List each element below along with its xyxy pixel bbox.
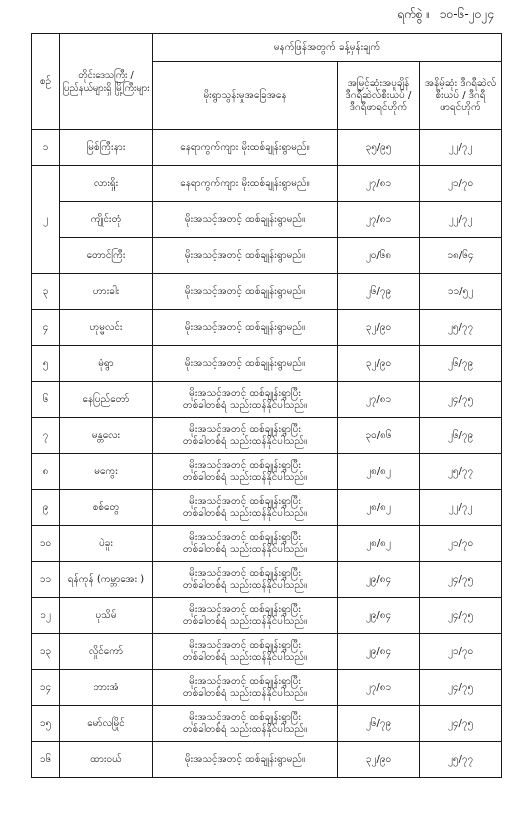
date-label: ရက်စွဲ ။ [397,7,430,21]
header-region [60,34,153,130]
row-condition-line: မိုးအသင့်အတင့် ထစ်ချုန်းရွာမည်။ [184,249,306,261]
row-city: ဘားအံ [60,670,153,706]
row-city: တောင်ကြီး [60,238,153,274]
row-min-temp: ၂၄/၇၅ [420,382,502,418]
row-min-temp: ၂၁/၇၀ [420,166,502,202]
row-max-temp: ၃၅/၉၅ [338,130,420,166]
row-condition-line: မိုးအသင့်အတင့် ထစ်ချုန်းရွာပြီး [189,675,301,687]
row-condition [153,346,338,382]
row-condition-line: မိုးအသင့်အတင့် ထစ်ချုန်းရွာမည်။ [184,213,306,225]
row-min-temp: ၂၂/၇၂ [420,130,502,166]
row-number: ၉ [32,490,60,526]
header-forecast-group: မနက်ဖြန်အတွက် ခန့်မှန်းချက် [153,34,502,62]
row-min-temp: ၂၆/၇၉ [420,346,502,382]
row-condition-line: တစ်ခါတစ်ရံ သည်းထန်နိုင်ပါသည်။ [182,435,308,447]
row-number: ၃ [32,274,60,310]
row-max-temp: ၂၉/၈၄ [338,562,420,598]
forecast-rows [32,130,502,778]
row-condition-line: တစ်ခါတစ်ရံ သည်းထန်နိုင်ပါသည်။ [182,579,308,591]
row-min-temp: ၂၄/၇၅ [420,562,502,598]
row-city: လှိုင်ကော် [60,634,153,670]
row-condition-line: တစ်ခါတစ်ရံ သည်းထန်နိုင်ပါသည်။ [182,507,308,519]
header-min-line: အနိမ့်ဆုံး [424,77,458,89]
table-row [32,634,502,670]
row-min-temp: ၂၄/၇၅ [420,598,502,634]
row-city: ပုသိမ် [60,598,153,634]
row-condition [153,706,338,742]
row-condition [153,130,338,166]
row-max-temp: ၂၇/၈၁ [338,670,420,706]
table-row [32,454,502,490]
row-condition-line: တစ်ခါတစ်ရံ သည်းထန်နိုင်ပါသည်။ [182,399,308,411]
row-max-temp: ၂၇/၈၁ [338,166,420,202]
row-condition [153,598,338,634]
row-number: ၁၅ [32,706,60,742]
row-number: ၁၀ [32,526,60,562]
row-condition [153,490,338,526]
row-max-temp: ၃၂/၉၀ [338,742,420,778]
row-condition [153,202,338,238]
header-min-line: ဒီဂရီဖာရင်ဟိုက် [440,89,486,113]
row-city: မြစ်ကြီးနား [60,130,153,166]
row-number: ၅ [32,346,60,382]
table-row [32,310,502,346]
row-min-temp: ၂၁/၇၀ [420,526,502,562]
row-min-temp: ၂၅/၇၇ [420,454,502,490]
table-row [32,130,502,166]
row-min-temp: ၁၈/၆၄ [420,238,502,274]
row-max-temp: ၂၈/၈၂ [338,490,420,526]
row-condition-line: မိုးအသင့်အတင့် ထစ်ချုန်းရွာမည်။ [184,357,306,369]
row-min-temp: ၁၁/၅၂ [420,274,502,310]
row-number: ၇ [32,418,60,454]
table-row [32,418,502,454]
table-row [32,706,502,742]
row-city: ကျိုင်းတုံ [60,202,153,238]
row-max-temp: ၃၂/၉၀ [338,346,420,382]
table-row [32,202,502,238]
row-max-temp: ၂၀/၆၈ [338,238,420,274]
table-row [32,274,502,310]
row-condition-line: တစ်ခါတစ်ရံ သည်းထန်နိုင်ပါသည်။ [182,471,308,483]
row-number: ၄ [32,310,60,346]
table-row [32,166,502,202]
row-condition-line: တစ်ခါတစ်ရံ သည်းထန်နိုင်ပါသည်။ [182,651,308,663]
row-condition-line: မိုးအသင့်အတင့် ထစ်ချုန်းရွာပြီး [189,387,301,399]
row-condition-line: မိုးအသင့်အတင့် ထစ်ချုန်းရွာပြီး [189,639,301,651]
table-row [32,238,502,274]
header-condition: မိုးရွာသွန်းမှုအခြေအနေ [153,62,338,130]
row-condition-line: တစ်ခါတစ်ရံ သည်းထန်နိုင်ပါသည်။ [182,615,308,627]
row-number: ၆ [32,382,60,418]
row-city: ဟုမ္မလင်း [60,310,153,346]
header-region-line: ပြည်နယ်များရှိ [62,82,112,94]
row-max-temp: ၂၈/၈၂ [338,526,420,562]
row-max-temp: ၂၇/၈၁ [338,382,420,418]
row-condition [153,238,338,274]
row-max-temp: ၂၈/၈၂ [338,454,420,490]
row-max-temp: ၂၆/၇၉ [338,706,420,742]
row-number: ၁၆ [32,742,60,778]
row-condition [153,274,338,310]
row-city: ပဲခူး [60,526,153,562]
row-condition [153,382,338,418]
row-city: ထားဝယ် [60,742,153,778]
row-min-temp: ၂၂/၇၂ [420,490,502,526]
row-condition-line: တစ်ခါတစ်ရံ သည်းထန်နိုင်ပါသည်။ [182,687,308,699]
row-city: မုံရွာ [60,346,153,382]
row-condition [153,418,338,454]
row-condition-line: မိုးအသင့်အတင့် ထစ်ချုန်းရွာပြီး [189,603,301,615]
row-condition-line: မိုးအသင့်အတင့် ထစ်ချုန်းရွာပြီး [189,531,301,543]
date-line [391,6,494,24]
row-condition-line: မိုးအသင့်အတင့် ထစ်ချုန်းရွာပြီး [189,459,301,471]
row-city: မော်လမြိုင် [60,706,153,742]
table-row [32,598,502,634]
row-city: ရန်ကုန် (ကမ္ဘာအေး ) [60,562,153,598]
row-condition [153,562,338,598]
row-max-temp: ၃၀/၈၆ [338,418,420,454]
row-condition-line: တစ်ခါတစ်ရံ သည်းထန်နိုင်ပါသည်။ [182,543,308,555]
row-min-temp: ၂၂/၇၂ [420,202,502,238]
row-max-temp: ၂၉/၈၄ [338,634,420,670]
row-min-temp: ၂၅/၇၇ [420,742,502,778]
table-row [32,526,502,562]
row-city: စစ်တွေ [60,490,153,526]
row-min-temp: ၂၆/၇၉ [420,418,502,454]
table-row [32,670,502,706]
row-city: မကွေး [60,454,153,490]
row-min-temp: ၂၅/၇၇ [420,310,502,346]
row-condition [153,526,338,562]
row-max-temp: ၂၉/၈၄ [338,598,420,634]
row-condition-line: မိုးအသင့်အတင့် ထစ်ချုန်းရွာပြီး [189,423,301,435]
row-city: နေပြည်တော် [60,382,153,418]
row-condition-line: မိုးအသင့်အတင့် ထစ်ချုန်းရွာပြီး [189,711,301,723]
table-row [32,346,502,382]
row-min-temp: ၂၁/၇၀ [420,634,502,670]
row-number: ၁၄ [32,670,60,706]
date-value: ၁၀-၆-၂၀၂၄ [439,7,494,21]
header-max-line: /ဒီဂရီဖာရင်ဟိုက် [349,89,412,113]
header-min-line: ဒီဂရီဆဲလ်စီးယပ် / [435,77,497,101]
row-min-temp: ၂၄/၇၅ [420,670,502,706]
table-row [32,490,502,526]
row-condition-line: နေရာကွက်ကျား မိုးထစ်ချုန်းရွာမည်။ [180,141,310,153]
row-condition-line: မိုးအသင့်အတင့် ထစ်ချုန်းရွာမည်။ [184,321,306,333]
row-condition [153,454,338,490]
forecast-table [31,33,502,778]
row-number: ၁၃ [32,634,60,670]
header-region-line: တိုင်းဒေသကြီး / [78,69,134,81]
row-number: ၁၂ [32,598,60,634]
header-max-temp [338,62,420,130]
header-max-line: ဒီဂရီဆဲလ်စီးယပ် [345,89,405,101]
row-max-temp: ၃၂/၉၀ [338,310,420,346]
row-condition [153,166,338,202]
table-row [32,562,502,598]
row-condition-line: မိုးအသင့်အတင့် ထစ်ချုန်းရွာမည်။ [184,285,306,297]
row-number: ၁၁ [32,562,60,598]
row-max-temp: ၂၇/၈၁ [338,202,420,238]
header-region-line: မြို့ကြီးများ [114,82,150,94]
row-city: မန္တလေး [60,418,153,454]
row-city: ဟားခါး [60,274,153,310]
row-number: ၈ [32,454,60,490]
row-condition-line: မိုးအသင့်အတင့် ထစ်ချုန်းရွာပြီး [189,567,301,579]
header-max-line: အမြင့်ဆုံးအပူချိန် [347,77,410,89]
table-row [32,742,502,778]
row-min-temp: ၂၄/၇၅ [420,706,502,742]
row-number: ၂ [32,166,60,274]
row-condition-line: တစ်ခါတစ်ရံ သည်းထန်နိုင်ပါသည်။ [182,723,308,735]
header-no: စဉ် [32,34,60,130]
row-condition [153,742,338,778]
row-condition [153,310,338,346]
row-condition [153,670,338,706]
row-condition [153,634,338,670]
row-condition-line: မိုးအသင့်အတင့် ထစ်ချုန်းရွာမည်။ [184,753,306,765]
header-min-temp [420,62,502,130]
table-row [32,382,502,418]
row-condition-line: မိုးအသင့်အတင့် ထစ်ချုန်းရွာပြီး [189,495,301,507]
row-condition-line: နေရာကွက်ကျား မိုးထစ်ချုန်းရွာမည်။ [180,177,310,189]
row-max-temp: ၂၆/၇၉ [338,274,420,310]
row-number: ၁ [32,130,60,166]
row-city: လားရှိုး [60,166,153,202]
